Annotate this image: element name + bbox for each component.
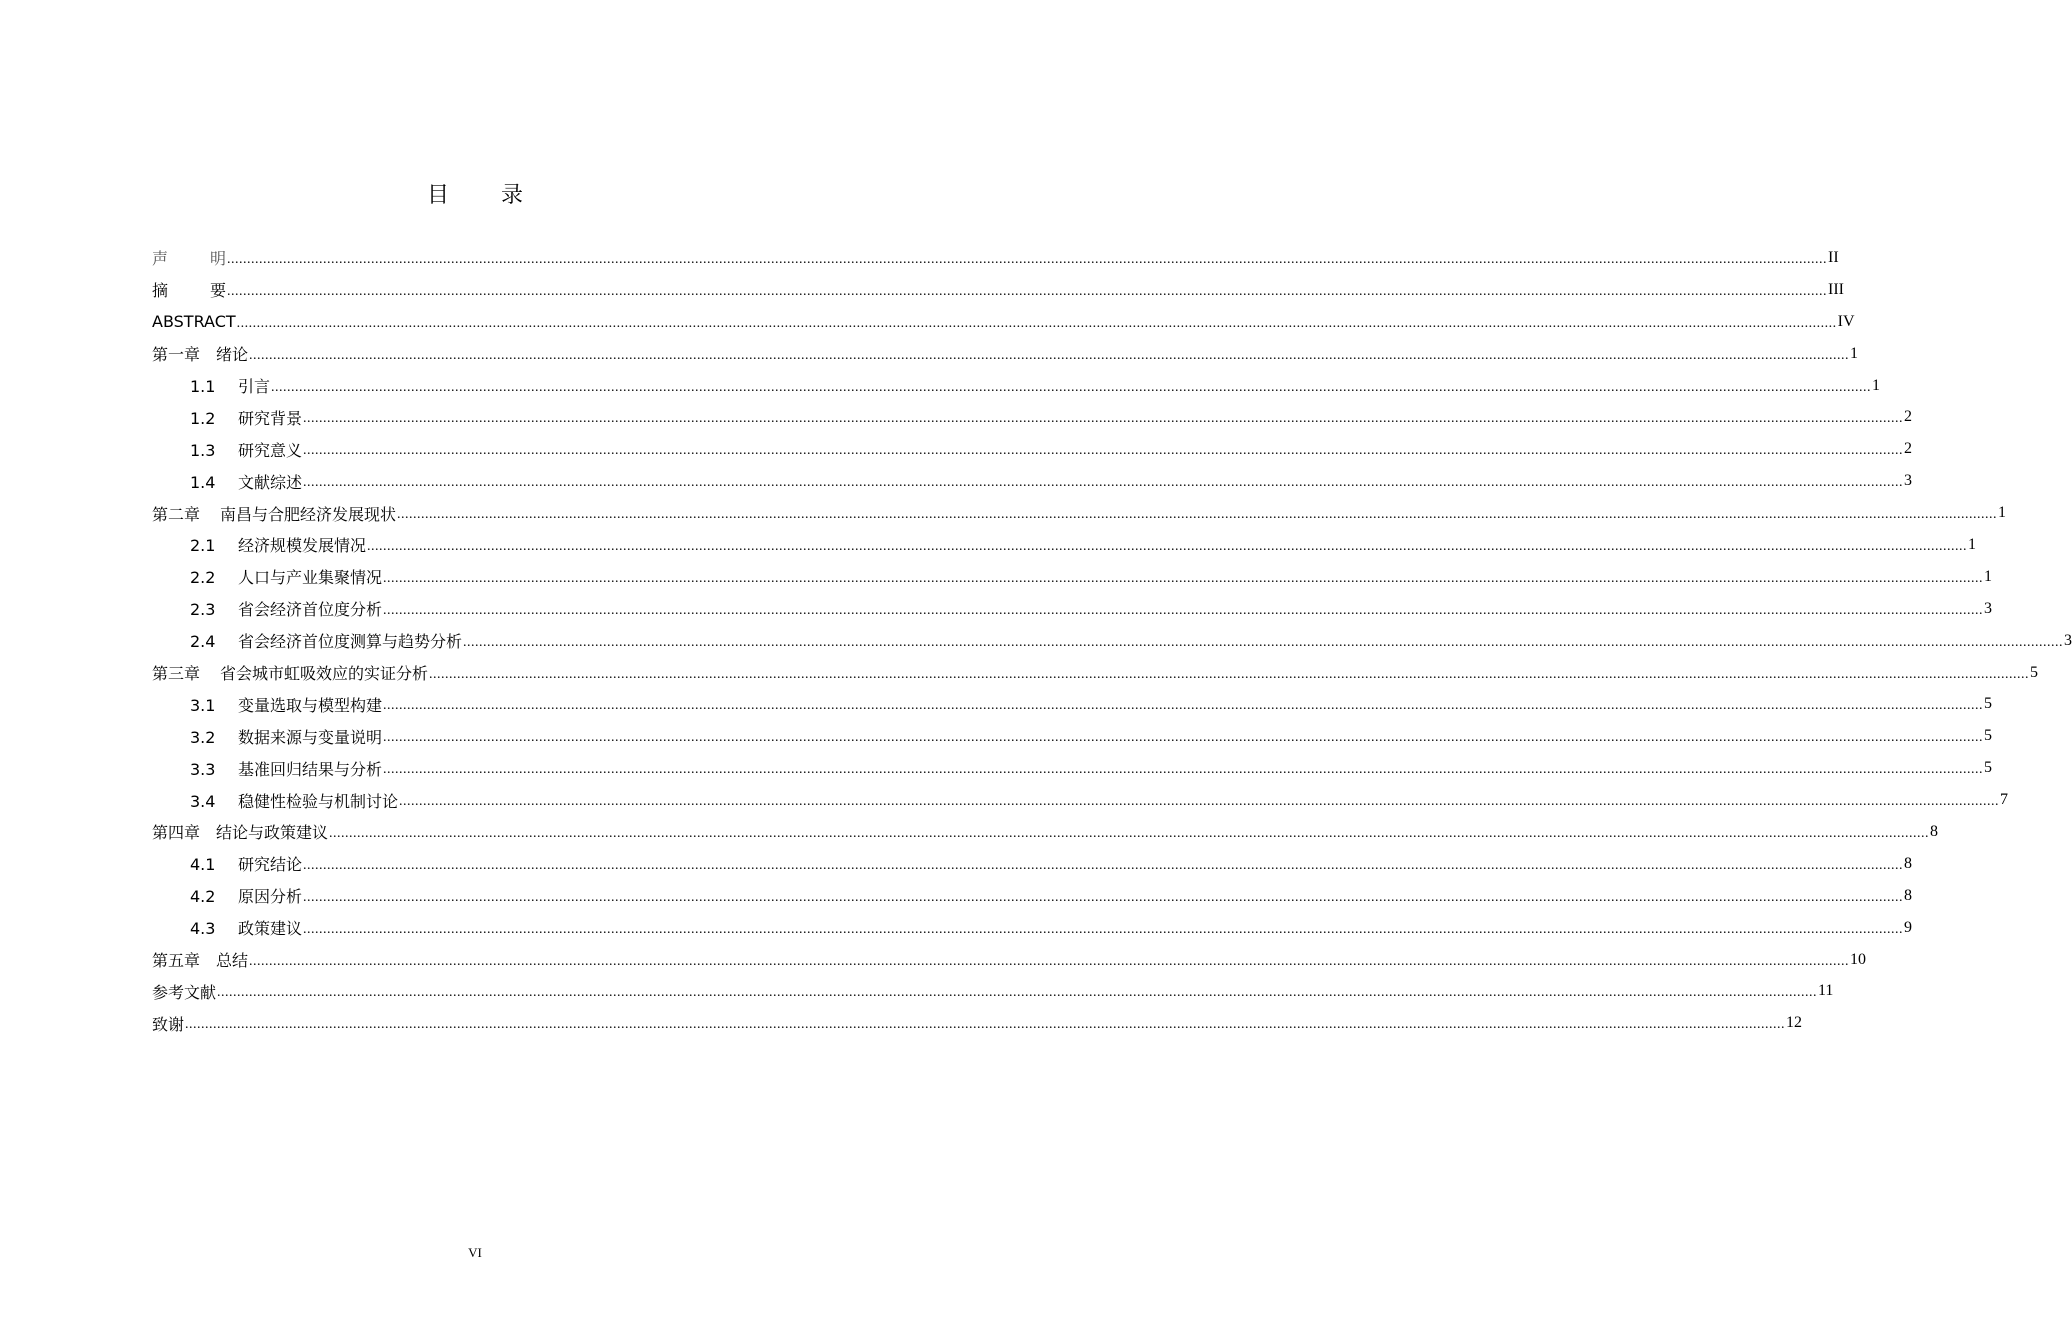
toc-section-number: 3.3 bbox=[190, 759, 216, 779]
toc-label-char: 要 bbox=[210, 281, 227, 301]
toc-label: 总结 bbox=[216, 951, 249, 971]
toc-entry-section-4-2[interactable] bbox=[152, 880, 1913, 912]
toc-page-number: 5 bbox=[1984, 727, 1993, 745]
toc-entry-section-1-4[interactable] bbox=[152, 465, 1913, 497]
toc-page-number: 3 bbox=[1904, 472, 1913, 490]
toc-label: 致谢 bbox=[152, 1014, 185, 1034]
dot-leader: ................................................................................................................................................................................................................................................................................................................................................................................................................ bbox=[303, 411, 1904, 427]
toc-title bbox=[0, 178, 950, 209]
toc-section-number: 4.3 bbox=[190, 919, 216, 939]
toc-entry-chapter-4[interactable] bbox=[152, 816, 1939, 848]
toc-section-number: 4.2 bbox=[190, 887, 216, 907]
toc-section-number: 1.2 bbox=[190, 408, 216, 428]
toc-label-char: 声 bbox=[152, 249, 169, 269]
toc-page-number: 1 bbox=[1872, 376, 1881, 394]
toc-entry-chapter-5[interactable] bbox=[152, 944, 1867, 976]
toc-page-number: 8 bbox=[1930, 822, 1939, 840]
toc-chapter-number: 第五章 bbox=[152, 951, 201, 971]
toc-entry-section-4-3[interactable] bbox=[152, 912, 1913, 944]
toc-entry-chapter-3[interactable] bbox=[152, 657, 2039, 689]
toc-label: 基准回归结果与分析 bbox=[238, 759, 383, 779]
dot-leader: ................................................................................................................................................................................................................................................................................................................................................................................................................ bbox=[383, 570, 1984, 586]
toc-section-number: 1.4 bbox=[190, 472, 216, 492]
toc-section-number: 2.4 bbox=[190, 632, 216, 652]
toc-entry-section-2-4[interactable] bbox=[152, 625, 2072, 657]
dot-leader: ................................................................................................................................................................................................................................................................................................................................................................................................................ bbox=[399, 794, 2000, 810]
dot-leader: ................................................................................................................................................................................................................................................................................................................................................................................................................ bbox=[367, 538, 1968, 554]
toc-page-number: 2 bbox=[1904, 408, 1913, 426]
toc-chapter-number: 第四章 bbox=[152, 823, 201, 843]
table-of-contents bbox=[152, 242, 2072, 1039]
toc-page-number: 7 bbox=[2000, 791, 2009, 809]
toc-page-number: III bbox=[1828, 280, 1844, 298]
toc-page-number: IV bbox=[1837, 312, 1855, 330]
toc-section-number: 4.1 bbox=[190, 855, 216, 875]
dot-leader: ................................................................................................................................................................................................................................................................................................................................................................................................................ bbox=[217, 985, 1818, 1001]
toc-label: 结论与政策建议 bbox=[216, 823, 329, 843]
toc-entry-section-1-2[interactable] bbox=[152, 401, 1913, 433]
toc-entry-chapter-2[interactable] bbox=[152, 497, 2007, 529]
dot-leader: ................................................................................................................................................................................................................................................................................................................................................................................................................ bbox=[303, 475, 1904, 491]
toc-label: 引言 bbox=[238, 377, 271, 396]
toc-page-number: 12 bbox=[1786, 1014, 1803, 1032]
dot-leader: ................................................................................................................................................................................................................................................................................................................................................................................................................ bbox=[236, 315, 1837, 331]
toc-entry-chapter-1[interactable] bbox=[152, 338, 1859, 370]
toc-title-char-1: 目 bbox=[426, 183, 449, 208]
toc-label: 原因分析 bbox=[238, 887, 303, 907]
toc-chapter-number: 第三章 bbox=[152, 664, 201, 684]
toc-page-number: 1 bbox=[1984, 567, 1993, 585]
toc-entry-section-2-1[interactable] bbox=[152, 529, 1977, 561]
dot-leader: ................................................................................................................................................................................................................................................................................................................................................................................................................ bbox=[303, 889, 1904, 905]
toc-entry-section-4-1[interactable] bbox=[152, 848, 1913, 880]
toc-page-number: 3 bbox=[2064, 631, 2072, 649]
toc-entry-section-3-3[interactable] bbox=[152, 752, 1993, 784]
dot-leader: ................................................................................................................................................................................................................................................................................................................................................................................................................ bbox=[227, 251, 1828, 267]
dot-leader: ................................................................................................................................................................................................................................................................................................................................................................................................................ bbox=[303, 443, 1904, 459]
toc-section-number: 3.1 bbox=[190, 695, 216, 715]
dot-leader: ................................................................................................................................................................................................................................................................................................................................................................................................................ bbox=[329, 825, 1930, 841]
toc-section-number: 2.3 bbox=[190, 600, 216, 620]
toc-label: 政策建议 bbox=[238, 919, 303, 939]
toc-entry-section-3-2[interactable] bbox=[152, 720, 1993, 752]
toc-section-number: 1.3 bbox=[190, 440, 216, 460]
toc-page-number: 5 bbox=[1984, 759, 1993, 777]
toc-entry-section-1-3[interactable] bbox=[152, 433, 1913, 465]
toc-entry-section-3-1[interactable] bbox=[152, 688, 1993, 720]
toc-label: 变量选取与模型构建 bbox=[238, 695, 383, 715]
dot-leader: ................................................................................................................................................................................................................................................................................................................................................................................................................ bbox=[383, 762, 1984, 778]
toc-entry-abstract-en[interactable] bbox=[152, 306, 1855, 338]
toc-label: 研究结论 bbox=[238, 855, 303, 875]
dot-leader: ................................................................................................................................................................................................................................................................................................................................................................................................................ bbox=[383, 730, 1984, 746]
toc-page-number: 10 bbox=[1850, 950, 1867, 968]
toc-entry-references[interactable] bbox=[152, 975, 1834, 1007]
dot-leader: ................................................................................................................................................................................................................................................................................................................................................................................................................ bbox=[185, 1017, 1786, 1033]
toc-page-number: 3 bbox=[1984, 599, 1993, 617]
toc-label: 研究背景 bbox=[238, 408, 303, 428]
toc-label: 省会经济首位度测算与趋势分析 bbox=[238, 632, 463, 652]
dot-leader: ................................................................................................................................................................................................................................................................................................................................................................................................................ bbox=[397, 507, 1998, 523]
dot-leader: ................................................................................................................................................................................................................................................................................................................................................................................................................ bbox=[249, 347, 1850, 363]
toc-page-number: II bbox=[1828, 248, 1839, 266]
dot-leader: ................................................................................................................................................................................................................................................................................................................................................................................................................ bbox=[303, 857, 1904, 873]
toc-page-number: 5 bbox=[2030, 663, 2039, 681]
dot-leader: ................................................................................................................................................................................................................................................................................................................................................................................................................ bbox=[429, 666, 2030, 682]
toc-entry-section-2-2[interactable] bbox=[152, 561, 1993, 593]
toc-label: 研究意义 bbox=[238, 440, 303, 460]
toc-page-number: 1 bbox=[1968, 535, 1977, 553]
toc-page-number: 8 bbox=[1904, 886, 1913, 904]
toc-label: 稳健性检验与机制讨论 bbox=[238, 791, 399, 811]
toc-entry-statement[interactable] bbox=[152, 242, 1839, 274]
toc-section-number: 2.1 bbox=[190, 536, 216, 556]
toc-label: 南昌与合肥经济发展现状 bbox=[220, 504, 397, 524]
toc-section-number: 1.1 bbox=[190, 377, 216, 396]
toc-entry-acknowledgements[interactable] bbox=[152, 1007, 1803, 1039]
toc-label: 绪论 bbox=[216, 345, 249, 365]
toc-label: 人口与产业集聚情况 bbox=[238, 568, 383, 588]
toc-page-number: 1 bbox=[1850, 344, 1859, 362]
toc-label: 经济规模发展情况 bbox=[238, 536, 367, 556]
dot-leader: ................................................................................................................................................................................................................................................................................................................................................................................................................ bbox=[271, 379, 1872, 395]
toc-page-number: 5 bbox=[1984, 695, 1993, 713]
toc-label: 参考文献 bbox=[152, 982, 217, 1002]
toc-label-char: 摘 bbox=[152, 281, 169, 301]
dot-leader: ................................................................................................................................................................................................................................................................................................................................................................................................................ bbox=[227, 283, 1828, 299]
toc-label: 文献综述 bbox=[238, 472, 303, 492]
toc-page-number: 8 bbox=[1904, 854, 1913, 872]
page-footer-number: VI bbox=[468, 1245, 482, 1260]
dot-leader: ................................................................................................................................................................................................................................................................................................................................................................................................................ bbox=[383, 602, 1984, 618]
dot-leader: ................................................................................................................................................................................................................................................................................................................................................................................................................ bbox=[383, 698, 1984, 714]
toc-page-number: 9 bbox=[1904, 918, 1913, 936]
toc-section-number: 3.4 bbox=[190, 791, 216, 811]
dot-leader: ................................................................................................................................................................................................................................................................................................................................................................................................................ bbox=[303, 921, 1904, 937]
dot-leader: ................................................................................................................................................................................................................................................................................................................................................................................................................ bbox=[463, 634, 2064, 650]
toc-section-number: 2.2 bbox=[190, 568, 216, 588]
toc-page-number: 2 bbox=[1904, 440, 1913, 458]
toc-chapter-number: 第二章 bbox=[152, 504, 201, 524]
toc-page-number: 1 bbox=[1998, 504, 2007, 522]
toc-page-number: 11 bbox=[1818, 982, 1834, 1000]
toc-label: 省会经济首位度分析 bbox=[238, 600, 383, 620]
toc-title-char-2: 录 bbox=[501, 183, 524, 208]
toc-label: ABSTRACT bbox=[152, 312, 236, 332]
toc-label: 省会城市虹吸效应的实证分析 bbox=[220, 664, 429, 684]
toc-entry-section-2-3[interactable] bbox=[152, 593, 1993, 625]
toc-entry-section-3-4[interactable] bbox=[152, 784, 2009, 816]
toc-label: 数据来源与变量说明 bbox=[238, 727, 383, 747]
dot-leader: ................................................................................................................................................................................................................................................................................................................................................................................................................ bbox=[249, 953, 1850, 969]
toc-entry-section-1-1[interactable] bbox=[152, 370, 1881, 402]
toc-section-number: 3.2 bbox=[190, 727, 216, 747]
toc-label-char: 明 bbox=[210, 249, 227, 269]
toc-entry-abstract-cn[interactable] bbox=[152, 274, 1844, 306]
toc-chapter-number: 第一章 bbox=[152, 345, 201, 365]
